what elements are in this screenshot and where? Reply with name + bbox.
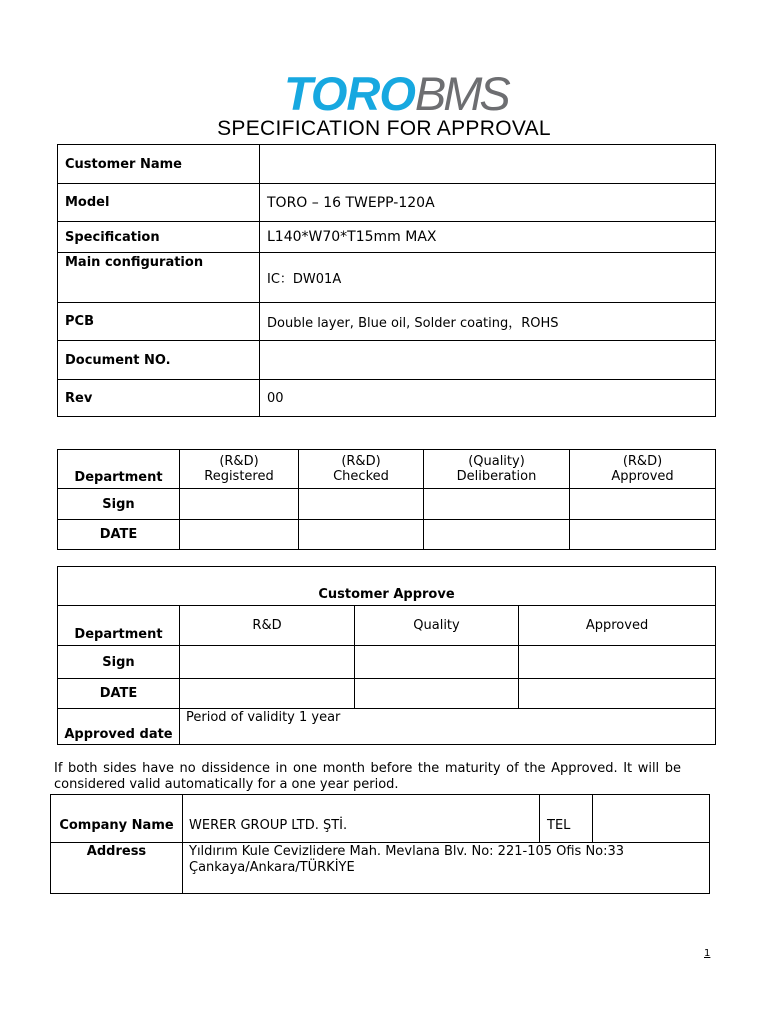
table-row [58,303,716,341]
sign-cell [299,489,424,520]
table-row [51,795,710,843]
column-header-line2: Checked [333,469,389,484]
date-cell [519,679,716,709]
date-cell [180,679,355,709]
document-no-label: Document NO. [58,341,260,380]
date-cell [424,520,570,550]
specification-table [57,144,716,417]
company-name-value: WERER GROUP LTD. ŞTİ. [183,795,540,843]
department-label: Department [58,606,180,646]
table-row [58,646,716,679]
main-configuration-label: Main configuration [58,253,260,303]
validity-text: Period of validity 1 year [180,709,716,745]
table-row [58,450,716,489]
table-row [58,709,716,745]
pcb-value: Double layer, Blue oil, Solder coating，ROHS [260,303,716,341]
specification-label: Specification [58,222,260,253]
rev-label: Rev [58,380,260,417]
date-cell [299,520,424,550]
sign-cell [519,646,716,679]
table-row [58,679,716,709]
address-label: Address [51,843,183,894]
column-header-line2: Registered [204,469,274,484]
validity-note: If both sides have no dissidence in one month before the maturity of the Approved. It will be considered valid automatically for a one year period. [54,761,681,792]
tel-value [593,795,710,843]
table-row [58,489,716,520]
pcb-label: PCB [58,303,260,341]
date-label: DATE [58,520,180,550]
table-row [51,843,710,894]
table-row [58,222,716,253]
main-configuration-value: IC：DW01A [260,253,716,303]
company-table [50,794,710,894]
logo-bms-text: BMS [414,67,508,120]
model-value: TORO – 16 TWEPP-120A [260,184,716,222]
column-header-approved: Approved [519,606,716,646]
department-label: Department [58,450,180,489]
rev-value: 00 [260,380,716,417]
column-header [570,450,716,489]
date-cell [570,520,716,550]
date-cell [180,520,299,550]
page-title: SPECIFICATION FOR APPROVAL [217,117,551,140]
sign-cell [180,489,299,520]
table-row [58,520,716,550]
table-row [58,184,716,222]
date-label: DATE [58,679,180,709]
sign-cell [570,489,716,520]
department-table [57,449,716,550]
tel-label: TEL [540,795,593,843]
column-header [180,450,299,489]
column-header [424,450,570,489]
table-row [58,380,716,417]
column-header-rd: R&D [180,606,355,646]
table-row [58,567,716,606]
sign-cell [355,646,519,679]
customer-approve-heading: Customer Approve [58,567,716,606]
column-header-line2: Approved [611,469,674,484]
table-row [58,253,716,303]
sign-cell [180,646,355,679]
company-name-label: Company Name [51,795,183,843]
logo-toro-text: TORO [284,67,415,120]
column-header [299,450,424,489]
column-header-quality: Quality [355,606,519,646]
torobms-logo [284,67,508,120]
column-header-line1: (R&D) [219,454,259,469]
column-header-line2: Deliberation [456,469,537,484]
document-no-value [260,341,716,380]
column-header-line1: (R&D) [622,454,663,469]
customer-name-label: Customer Name [58,145,260,184]
customer-approve-table [57,566,716,745]
approved-date-label: Approved date [58,709,180,745]
column-header-line1: (R&D) [341,454,381,469]
table-row [58,341,716,380]
column-header-line1: (Quality) [468,454,525,469]
model-label: Model [58,184,260,222]
customer-name-value [260,145,716,184]
table-row [58,606,716,646]
table-row [58,145,716,184]
address-value: Yıldırım Kule Cevizlidere Mah. Mevlana Blv. No: 221-105 Ofis No:33 Çankaya/Ankara/TÜRKİYE [183,843,710,894]
sign-label: Sign [58,646,180,679]
specification-value: L140*W70*T15mm MAX [260,222,716,253]
page-number: 1 [704,948,711,959]
sign-cell [424,489,570,520]
date-cell [355,679,519,709]
sign-label: Sign [58,489,180,520]
